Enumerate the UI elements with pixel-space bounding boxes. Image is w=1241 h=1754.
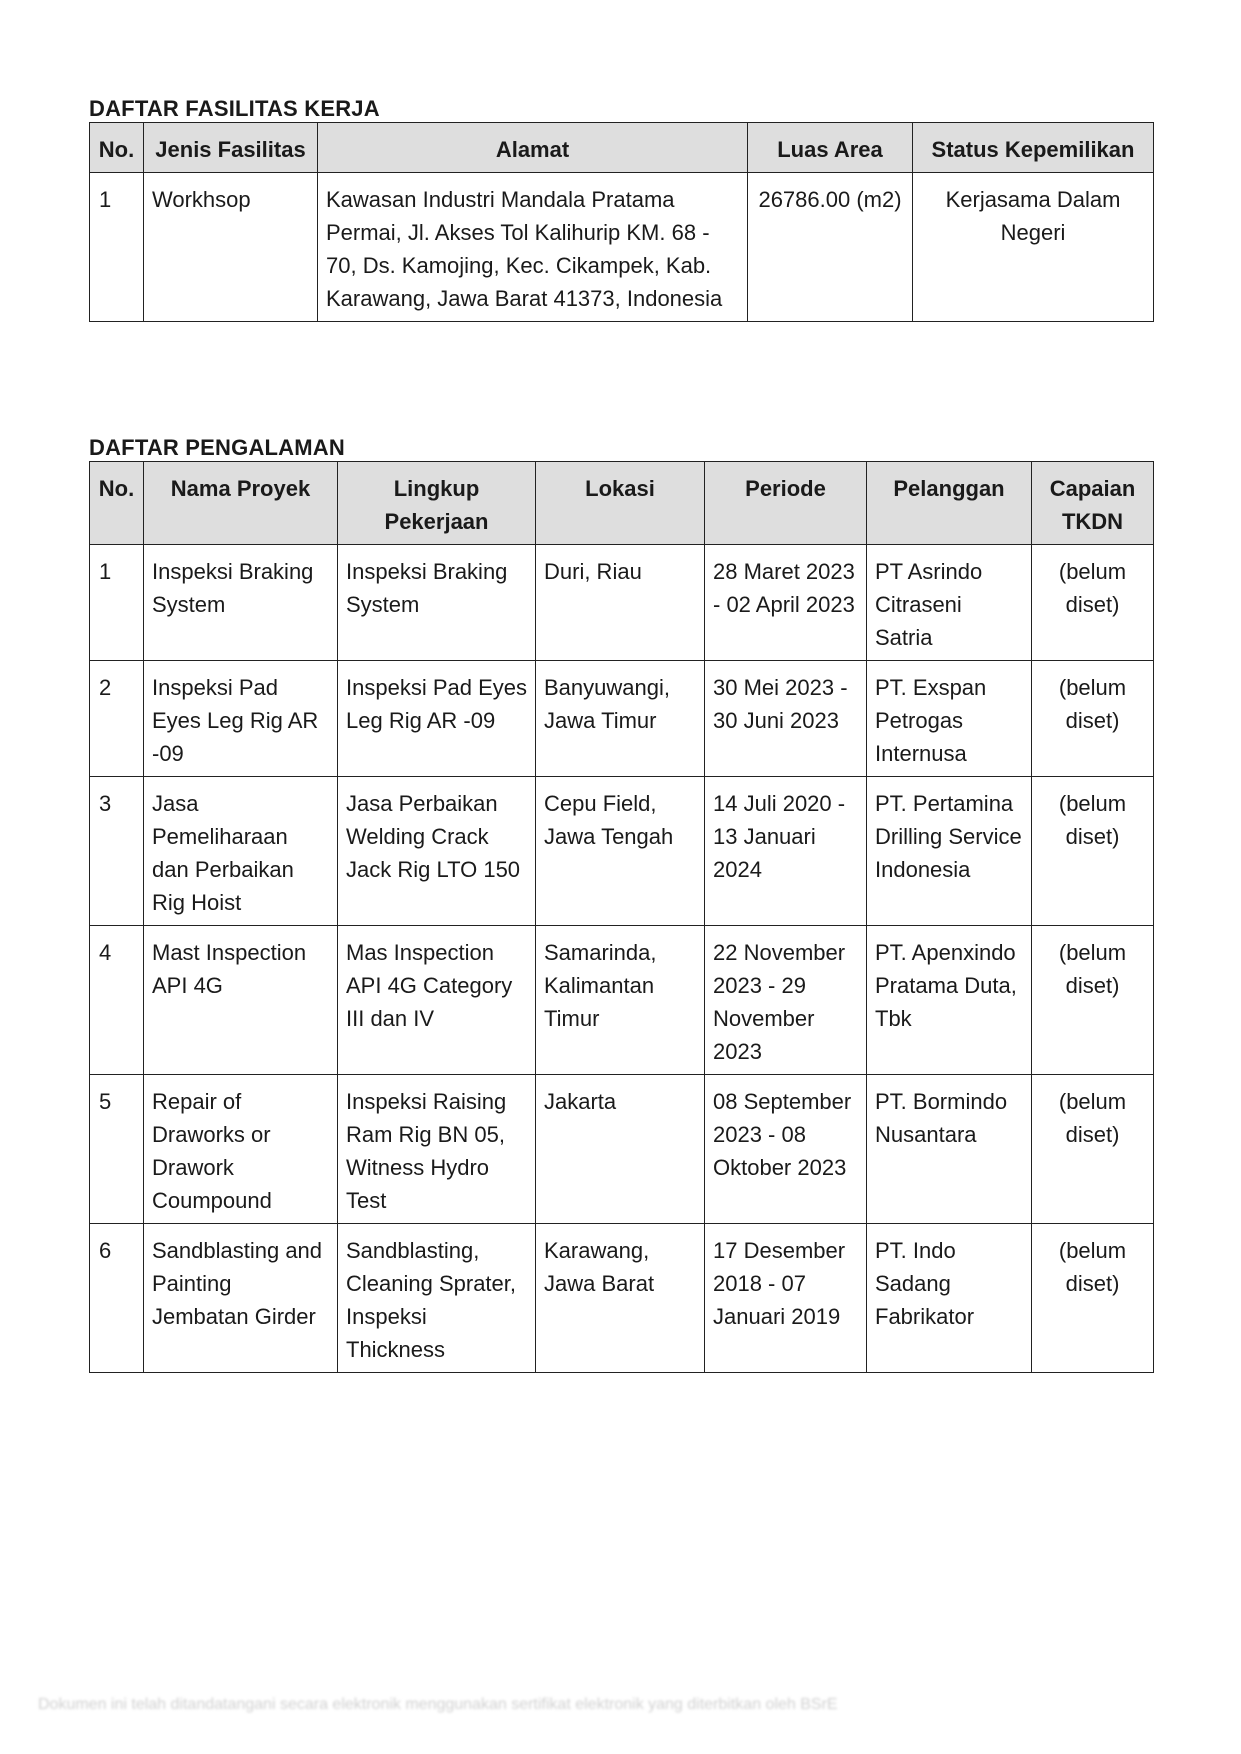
cell-nama-proyek: Repair of Draworks or Drawork Coumpound: [144, 1075, 338, 1224]
cell-capaian: (belum diset): [1032, 1224, 1154, 1373]
header-no: No.: [90, 123, 144, 173]
cell-lingkup: Inspeksi Pad Eyes Leg Rig AR -09: [338, 661, 536, 777]
cell-pelanggan: PT. Apenxindo Pratama Duta, Tbk: [867, 926, 1032, 1075]
cell-status: Kerjasama Dalam Negeri: [913, 173, 1154, 322]
cell-no: 1: [90, 545, 144, 661]
cell-lokasi: Banyuwangi, Jawa Timur: [536, 661, 705, 777]
header-luas-area: Luas Area: [748, 123, 913, 173]
pengalaman-table: [89, 461, 1154, 1373]
cell-capaian: (belum diset): [1032, 926, 1154, 1075]
header-no: No.: [90, 462, 144, 545]
cell-periode: 30 Mei 2023 - 30 Juni 2023: [705, 661, 867, 777]
section-title-fasilitas: DAFTAR FASILITAS KERJA: [89, 96, 380, 121]
cell-nama-proyek: Inspeksi Braking System: [144, 545, 338, 661]
cell-capaian: (belum diset): [1032, 777, 1154, 926]
cell-pelanggan: PT. Exspan Petrogas Internusa: [867, 661, 1032, 777]
cell-periode: 28 Maret 2023 - 02 April 2023: [705, 545, 867, 661]
cell-pelanggan: PT Asrindo Citraseni Satria: [867, 545, 1032, 661]
cell-nama-proyek: Inspeksi Pad Eyes Leg Rig AR -09: [144, 661, 338, 777]
cell-capaian: (belum diset): [1032, 545, 1154, 661]
cell-no: 5: [90, 1075, 144, 1224]
table-row: [90, 545, 1154, 661]
cell-nama-proyek: Jasa Pemeliharaan dan Perbaikan Rig Hoist: [144, 777, 338, 926]
cell-lokasi: Samarinda, Kalimantan Timur: [536, 926, 705, 1075]
cell-luas: 26786.00 (m2): [748, 173, 913, 322]
cell-no: 1: [90, 173, 144, 322]
cell-periode: 17 Desember 2018 - 07 Januari 2019: [705, 1224, 867, 1373]
table-row: [90, 1224, 1154, 1373]
header-lingkup-pekerjaan: Lingkup Pekerjaan: [338, 462, 536, 545]
cell-nama-proyek: Mast Inspection API 4G: [144, 926, 338, 1075]
header-status-kepemilikan: Status Kepemilikan: [913, 123, 1154, 173]
cell-lokasi: Cepu Field, Jawa Tengah: [536, 777, 705, 926]
cell-alamat: Kawasan Industri Mandala Pratama Permai, Jl. Akses Tol Kalihurip KM. 68 - 70, Ds. Kamojing, Kec. Cikampek, Kab. Karawang, Jawa Barat 41373, Indonesia: [318, 173, 748, 322]
fasilitas-table: [89, 122, 1154, 322]
header-periode: Periode: [705, 462, 867, 545]
cell-jenis: Workhsop: [144, 173, 318, 322]
header-alamat: Alamat: [318, 123, 748, 173]
table-header-row: [90, 462, 1154, 545]
cell-lingkup: Sandblasting, Cleaning Sprater, Inspeksi Thickness: [338, 1224, 536, 1373]
header-capaian-tkdn: Capaian TKDN: [1032, 462, 1154, 545]
cell-lingkup: Jasa Perbaikan Welding Crack Jack Rig LTO 150: [338, 777, 536, 926]
footer-note: Dokumen ini telah ditandatangani secara elektronik menggunakan sertifikat elektronik yang diterbitkan oleh BSrE: [38, 1696, 838, 1713]
cell-pelanggan: PT. Indo Sadang Fabrikator: [867, 1224, 1032, 1373]
section-title-pengalaman: DAFTAR PENGALAMAN: [89, 435, 345, 460]
cell-no: 3: [90, 777, 144, 926]
table-row: [90, 1075, 1154, 1224]
table-row: [90, 777, 1154, 926]
table-row: [90, 661, 1154, 777]
cell-capaian: (belum diset): [1032, 1075, 1154, 1224]
header-pelanggan: Pelanggan: [867, 462, 1032, 545]
header-lokasi: Lokasi: [536, 462, 705, 545]
cell-lingkup: Mas Inspection API 4G Category III dan IV: [338, 926, 536, 1075]
cell-pelanggan: PT. Bormindo Nusantara: [867, 1075, 1032, 1224]
cell-nama-proyek: Sandblasting and Painting Jembatan Girder: [144, 1224, 338, 1373]
cell-no: 2: [90, 661, 144, 777]
cell-periode: 22 November 2023 - 29 November 2023: [705, 926, 867, 1075]
table-row: [90, 926, 1154, 1075]
cell-lokasi: Jakarta: [536, 1075, 705, 1224]
cell-lingkup: Inspeksi Braking System: [338, 545, 536, 661]
cell-lokasi: Duri, Riau: [536, 545, 705, 661]
table-header-row: [90, 123, 1154, 173]
cell-periode: 08 September 2023 - 08 Oktober 2023: [705, 1075, 867, 1224]
cell-pelanggan: PT. Pertamina Drilling Service Indonesia: [867, 777, 1032, 926]
cell-lokasi: Karawang, Jawa Barat: [536, 1224, 705, 1373]
cell-no: 6: [90, 1224, 144, 1373]
header-jenis-fasilitas: Jenis Fasilitas: [144, 123, 318, 173]
cell-capaian: (belum diset): [1032, 661, 1154, 777]
cell-no: 4: [90, 926, 144, 1075]
cell-lingkup: Inspeksi Raising Ram Rig BN 05, Witness Hydro Test: [338, 1075, 536, 1224]
header-nama-proyek: Nama Proyek: [144, 462, 338, 545]
cell-periode: 14 Juli 2020 - 13 Januari 2024: [705, 777, 867, 926]
table-row: [90, 173, 1154, 322]
